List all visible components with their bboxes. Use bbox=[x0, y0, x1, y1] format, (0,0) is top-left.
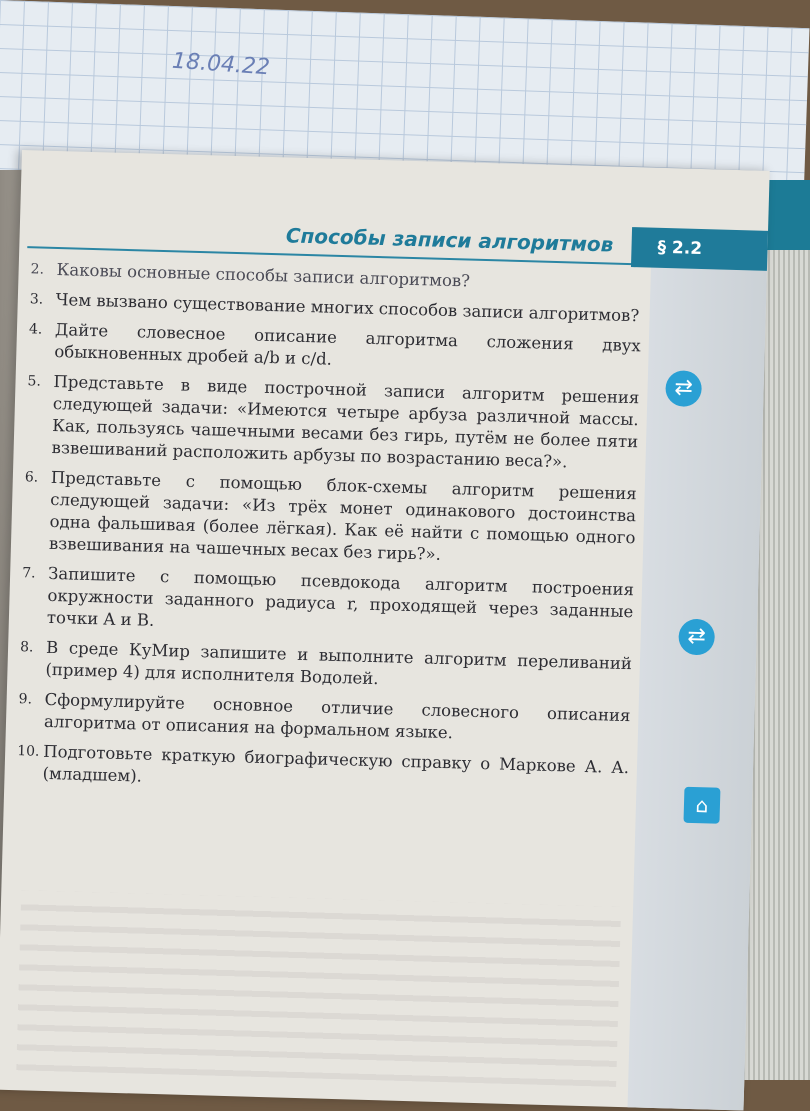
list-item bbox=[16, 740, 629, 801]
house-icon: ⌂ bbox=[683, 787, 720, 824]
list-item bbox=[28, 318, 641, 379]
textbook-page bbox=[0, 150, 770, 1111]
list-item bbox=[19, 636, 632, 697]
question-text: В среде КуМир запишите и выполните алгоритм переливаний (пример 4) для исполнителя Водолей. bbox=[45, 637, 633, 689]
list-item bbox=[23, 466, 637, 571]
question-number: 2. bbox=[30, 261, 45, 278]
question-text: Представьте в виде построчной записи алгоритм решения следующей задачи: «Имеются четыре арбуза различной массы. Как, пользуясь чашечными весами без гирь, путём не более пяти взвешиваний расположить арбузы по возрастанию веса?». bbox=[51, 371, 640, 472]
list-item bbox=[21, 562, 635, 645]
exchange-arrows-icon: ⇄ bbox=[678, 619, 715, 656]
exchange-arrows-icon: ⇄ bbox=[665, 370, 702, 407]
question-number: 7. bbox=[21, 565, 36, 582]
list-item bbox=[25, 370, 639, 475]
question-number: 4. bbox=[28, 321, 43, 338]
question-text: Представьте с помощью блок-схемы алгоритм решения следующей задачи: «Из трёх монет одинакового достоинства одна фальшивая (более лёгкая). Как её найти с помощью одного взвешивания на чашечных весах без гирь?». bbox=[48, 467, 637, 564]
question-text: Каковы основные способы записи алгоритмов? bbox=[56, 260, 471, 291]
question-text: Чем вызвано существование многих способов записи алгоритмов? bbox=[55, 290, 640, 326]
question-number: 9. bbox=[18, 691, 33, 708]
question-number: 6. bbox=[24, 469, 39, 486]
question-number: 5. bbox=[27, 373, 42, 390]
question-number: 3. bbox=[29, 291, 44, 308]
question-number: 10. bbox=[16, 743, 40, 760]
section-badge: § 2.2 bbox=[631, 227, 768, 271]
question-text: Запишите с помощью псевдокода алгоритм построения окружности заданного радиуса r, проходящей через заданные точки A и B. bbox=[46, 563, 635, 630]
question-text: Дайте словесное описание алгоритма сложения двух обыкновенных дробей a/b и c/d. bbox=[54, 319, 642, 369]
handwritten-date: 18.04.22 bbox=[171, 48, 271, 81]
question-text: Подготовьте краткую биографическую справку о Маркове А. А. (младшем). bbox=[42, 741, 630, 786]
list-item bbox=[18, 688, 631, 749]
question-list bbox=[16, 258, 643, 809]
show-through-text bbox=[16, 890, 621, 1087]
question-number: 8. bbox=[19, 639, 34, 656]
page-title: Способы записи алгоритмов bbox=[285, 223, 614, 257]
question-text: Сформулируйте основное отличие словесного описания алгоритма от описания на формальном языке. bbox=[43, 689, 631, 743]
